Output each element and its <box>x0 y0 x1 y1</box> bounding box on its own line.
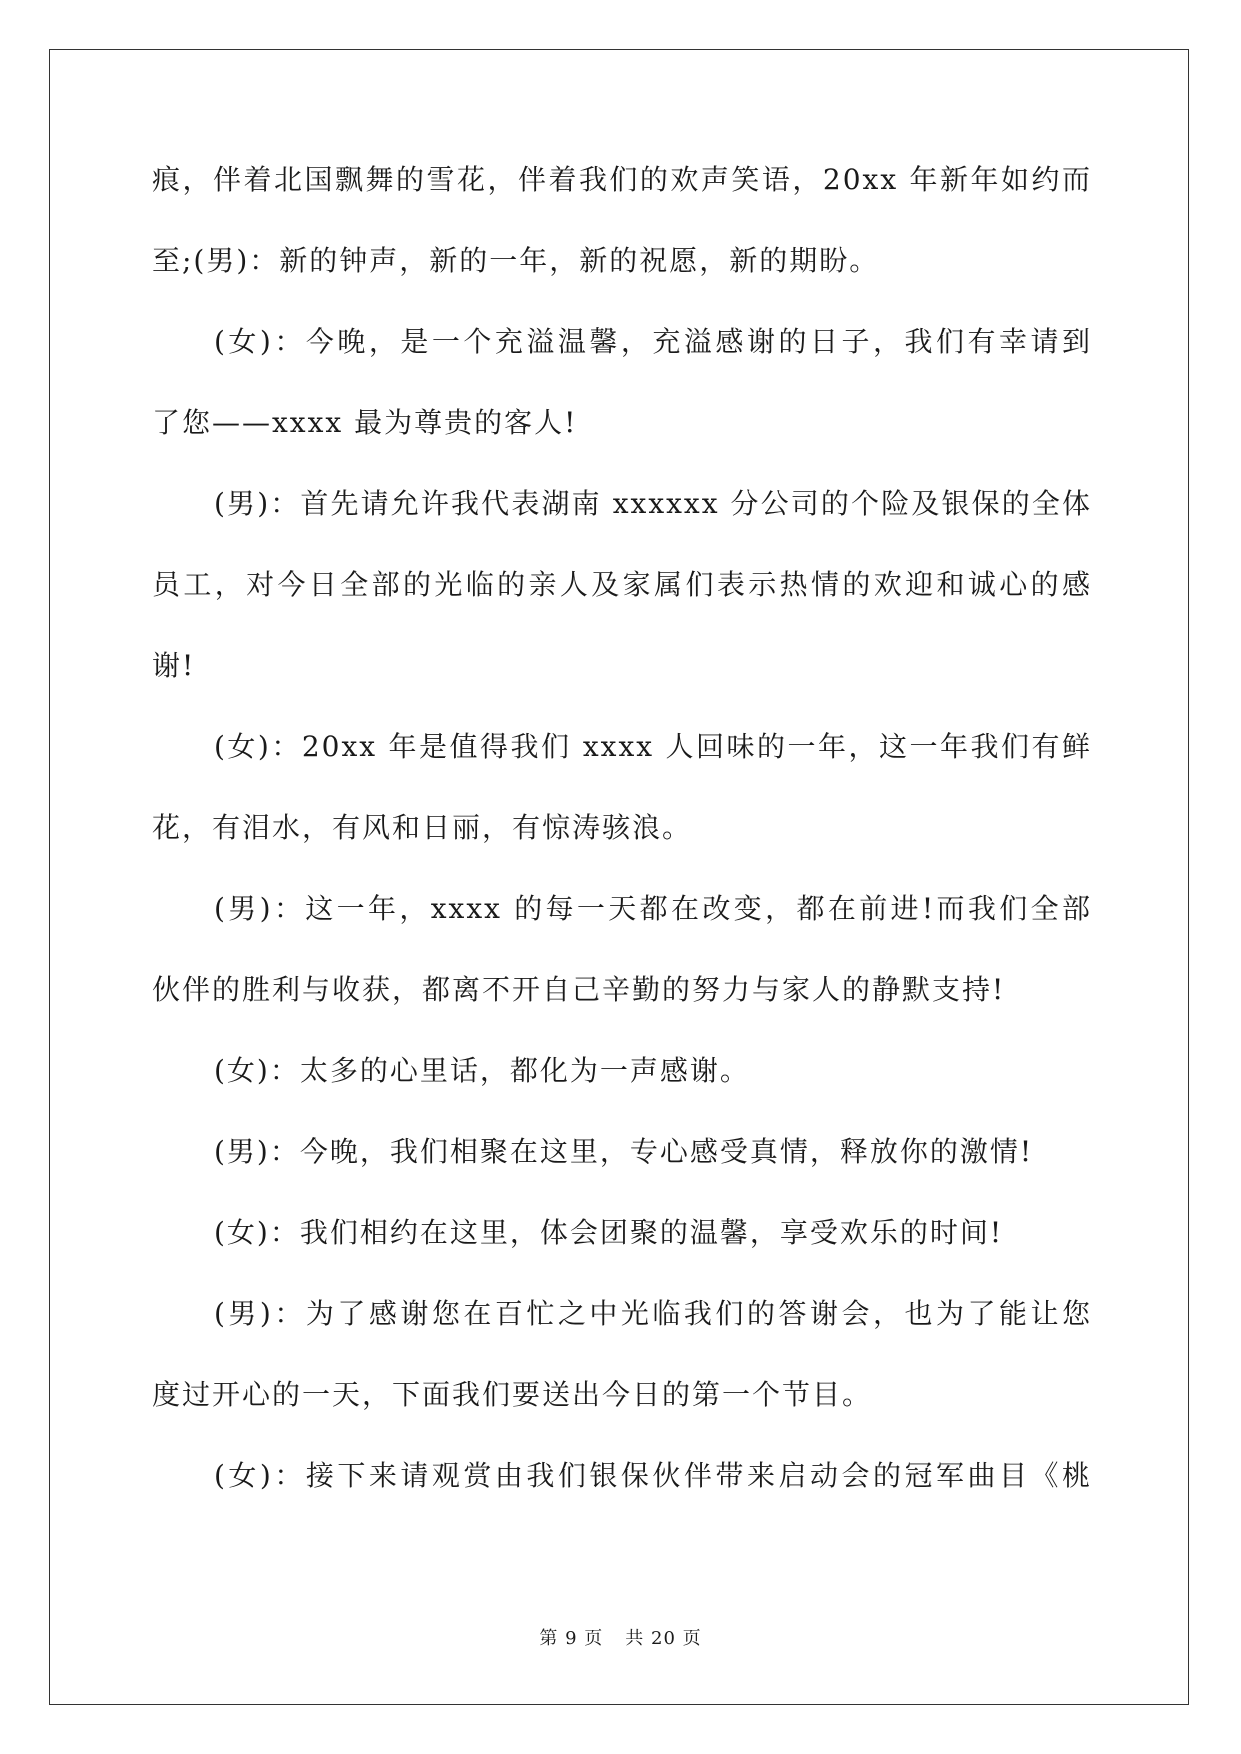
text-line: 至;(男)：新的钟声，新的一年，新的祝愿，新的期盼。 <box>152 244 880 277</box>
text-line: (男)：今晚，我们相聚在这里，专心感受真情，释放你的激情! <box>214 1135 1034 1168</box>
text-line: 花，有泪水，有风和日丽，有惊涛骇浪。 <box>152 811 693 844</box>
page-footer <box>0 1624 1241 1650</box>
text-line: 度过开心的一天，下面我们要送出今日的第一个节目。 <box>152 1378 873 1411</box>
text-line: (男)：这一年，xxxx 的每一天都在改变，都在前进!而我们全部 <box>214 892 1092 925</box>
text-line: (女)：我们相约在这里，体会团聚的温馨，享受欢乐的时间! <box>214 1216 1004 1249</box>
text-line: 伙伴的胜利与收获，都离不开自己辛勤的努力与家人的静默支持! <box>152 973 1006 1006</box>
text-line: (男)：为了感谢您在百忙之中光临我们的答谢会，也为了能让您 <box>214 1297 1092 1330</box>
document-body <box>152 162 1092 1539</box>
text-line: (男)：首先请允许我代表湖南 xxxxxx 分公司的个险及银保的全体 <box>214 487 1092 520</box>
text-line: 痕，伴着北国飘舞的雪花，伴着我们的欢声笑语，20xx 年新年如约而 <box>152 163 1092 196</box>
text-line: (女)：接下来请观赏由我们银保伙伴带来启动会的冠军曲目《桃 <box>214 1459 1092 1492</box>
text-line: (女)：20xx 年是值得我们 xxxx 人回味的一年，这一年我们有鲜 <box>214 730 1092 763</box>
text-line: (女)：太多的心里话，都化为一声感谢。 <box>214 1054 750 1087</box>
text-line: 了您——xxxx 最为尊贵的客人! <box>152 406 578 439</box>
text-line: (女)：今晚，是一个充溢温馨，充溢感谢的日子，我们有幸请到 <box>214 325 1092 358</box>
page-total: 共 20 页 <box>625 1628 702 1649</box>
text-line: 员工，对今日全部的光临的亲人及家属们表示热情的欢迎和诚心的感 <box>152 568 1092 601</box>
page-number: 第 9 页 <box>539 1628 604 1649</box>
text-line: 谢! <box>152 649 196 682</box>
